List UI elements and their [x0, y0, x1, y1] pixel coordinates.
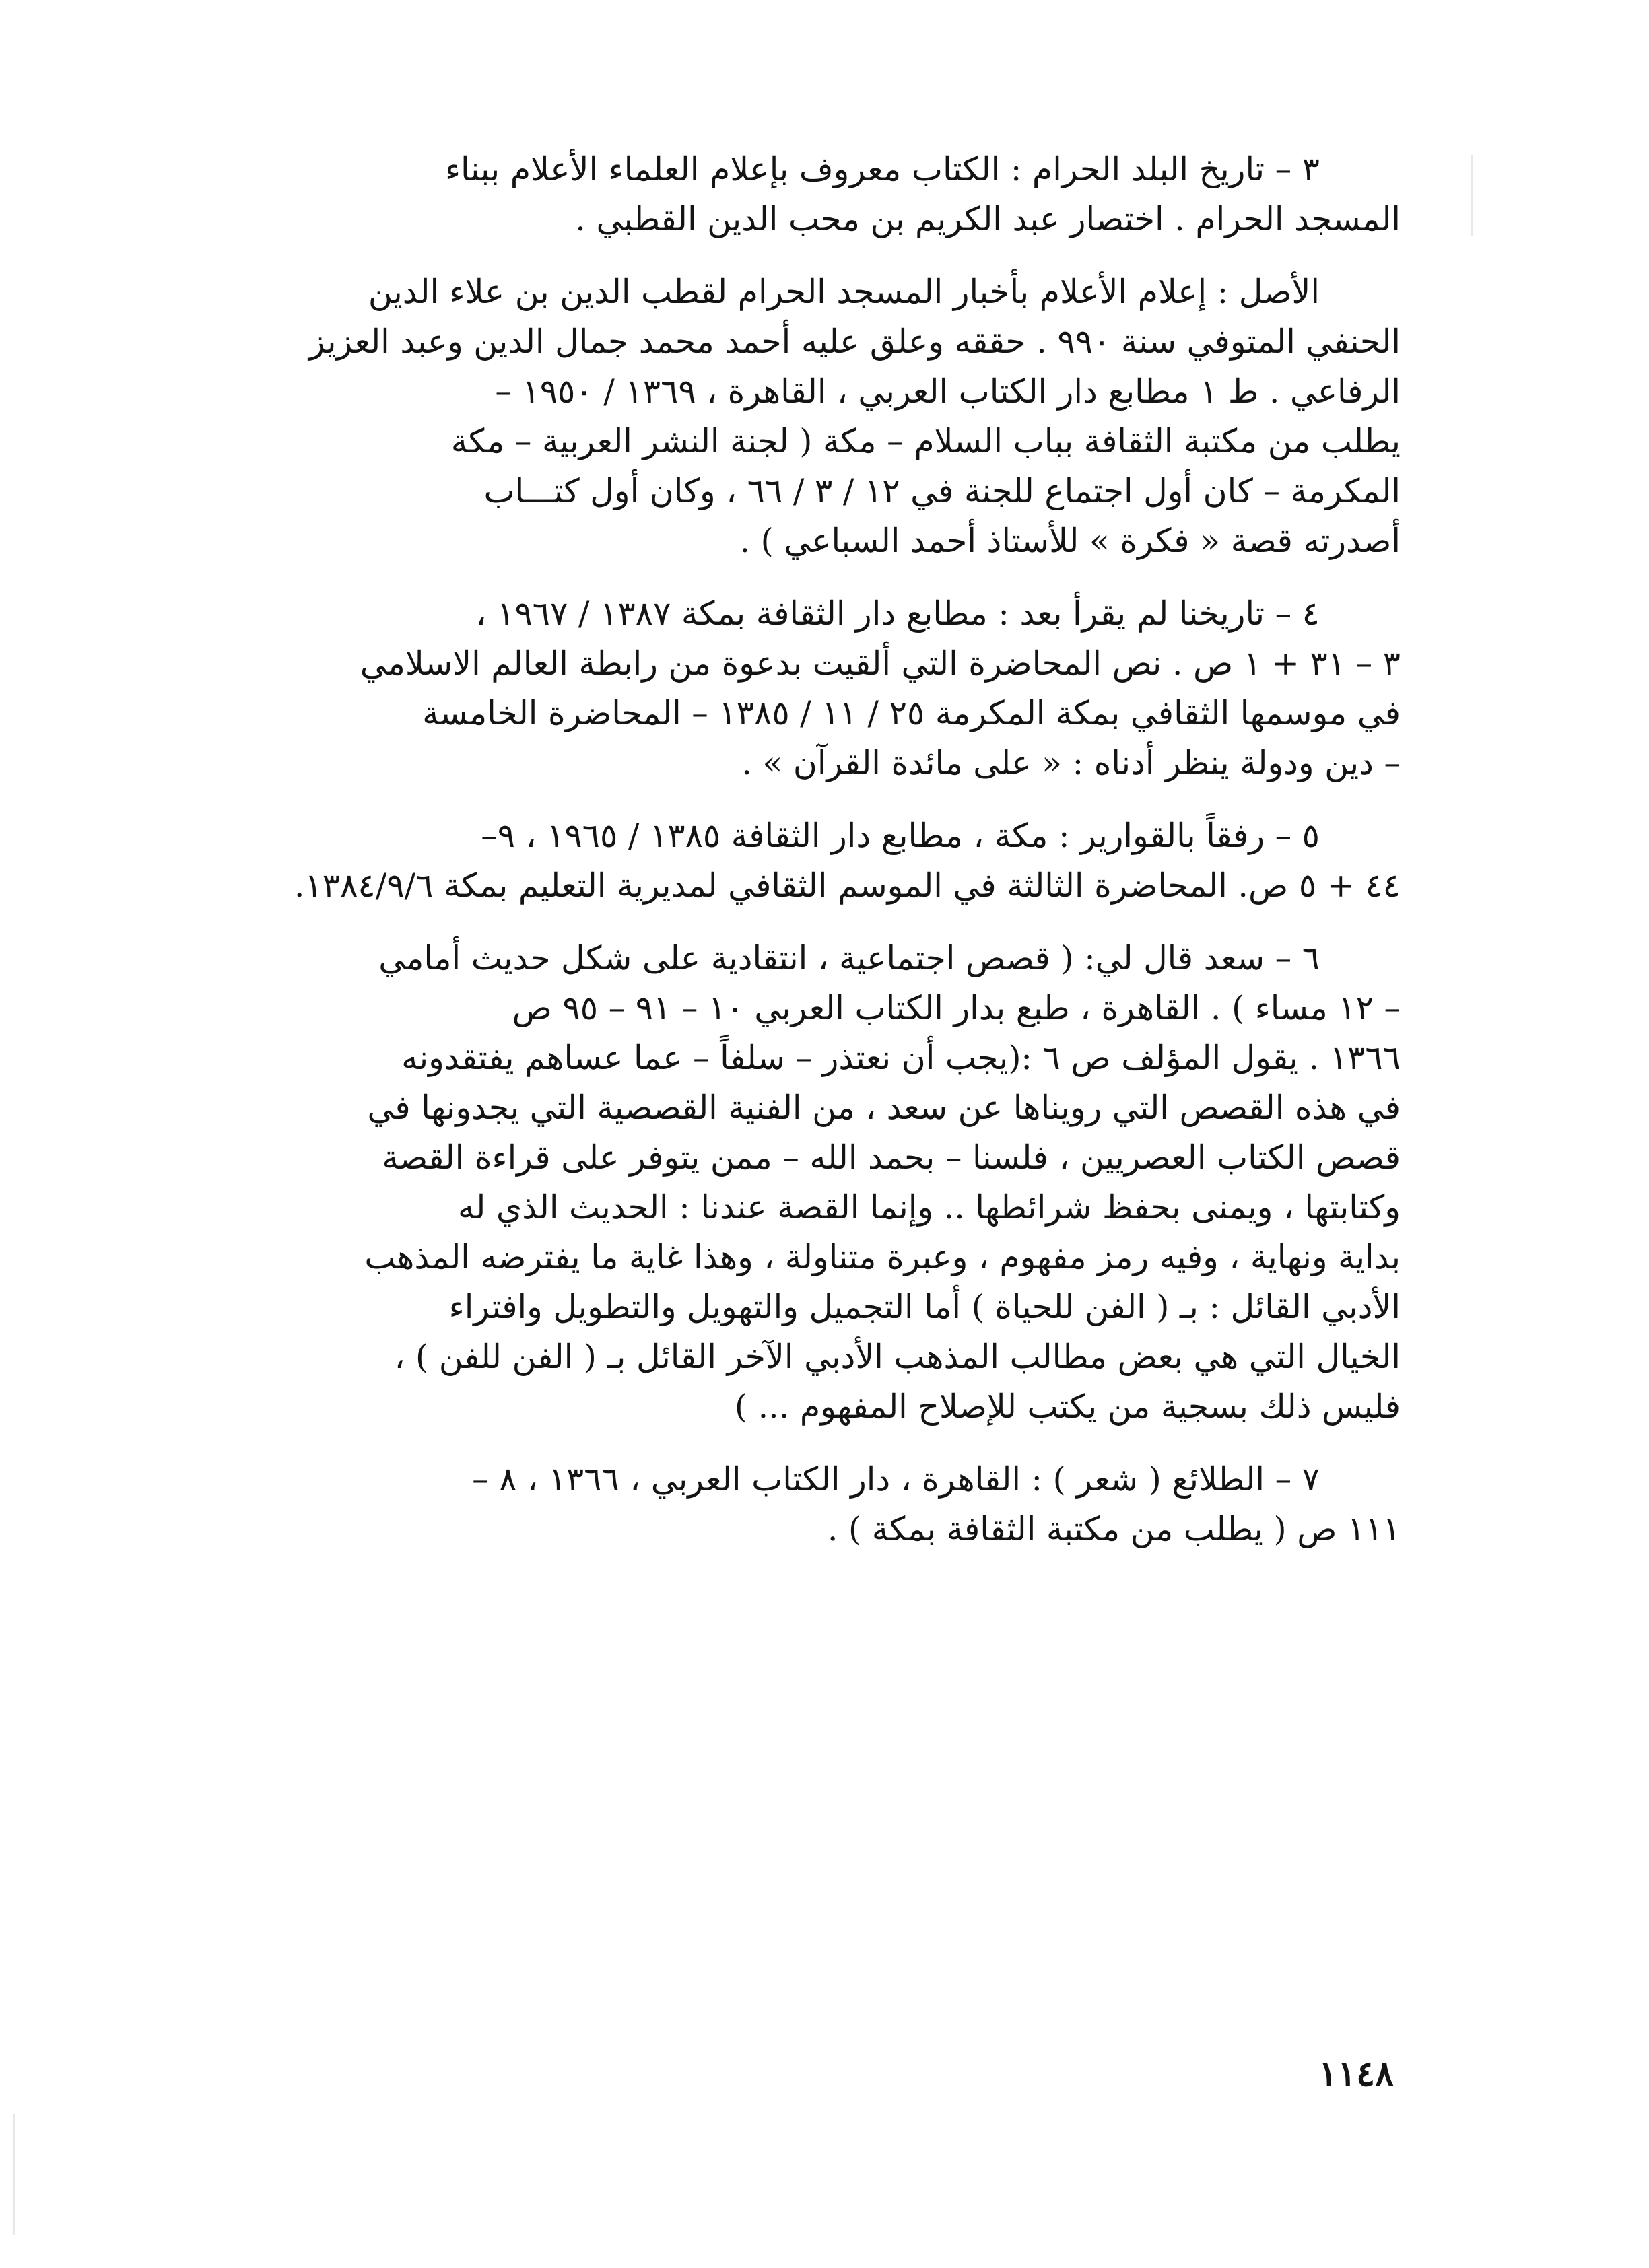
text-line: الحنفي المتوفي سنة ٩٩٠ . حققه وعلق عليه أحمد محمد جمال الدين وعبد العزيز — [308, 322, 1401, 361]
scan-artifact — [1471, 155, 1473, 236]
scan-artifact — [13, 2114, 15, 2235]
text-line: المسجد الحرام . اختصار عبد الكريم بن محب الدين القطبي . — [575, 200, 1401, 238]
text-line: – ١٢ مساء ) . القاهرة ، طبع بدار الكتاب العربي ١٠ – ٩١ – ٩٥ ص — [512, 989, 1401, 1027]
text-line: بداية ونهاية ، وفيه رمز مفهوم ، وعبرة متناولة ، وهذا غاية ما يفترضه المذهب — [364, 1238, 1401, 1276]
text-line: ١٣٦٦ . يقول المؤلف ص ٦ :(يجب أن نعتذر – سلفاً – عما عساهم يفتقدونه — [401, 1039, 1401, 1077]
text-line: ٤ – تاريخنا لم يقرأ بعد : مطابع دار الثقافة بمكة ١٣٨٧ / ١٩٦٧ ، — [475, 594, 1320, 633]
text-line: ٦ – سعد قال لي: ( قصص اجتماعية ، انتقادية على شكل حديث أمامي — [378, 939, 1320, 977]
text-line: ٧ – الطلائع ( شعر ) : القاهرة ، دار الكتاب العربي ، ١٣٦٦ ، ٨ – — [472, 1460, 1320, 1499]
text-line: في موسمها الثقافي بمكة المكرمة ٢٥ / ١١ / ١٣٨٥ – المحاضرة الخامسة — [422, 694, 1401, 732]
text-line: المكرمة – كان أول اجتماع للجنة في ١٢ / ٣ / ٦٦ ، وكان أول كتـــاب — [483, 472, 1401, 510]
text-line: ٣ – تاريخ البلد الحرام : الكتاب معروف بإعلام العلماء الأعلام ببناء — [444, 150, 1320, 188]
text-line: الأدبي القائل : بـ ( الفن للحياة ) أما التجميل والتهويل والتطويل وافتراء — [448, 1288, 1401, 1326]
text-line: الرفاعي . ط ١ مطابع دار الكتاب العربي ، القاهرة ، ١٣٦٩ / ١٩٥٠ – — [495, 372, 1401, 411]
entry-7 — [269, 1455, 1401, 1554]
entry-3 — [269, 145, 1401, 244]
body-text — [269, 145, 1401, 1554]
text-line: ٤٤ + ٥ ص. المحاضرة الثالثة في الموسم الثقافي لمديرية التعليم بمكة ١٣٨٤/٩/٦. — [294, 866, 1401, 905]
page-number: ١١٤٨ — [1318, 2053, 1394, 2094]
entry-4 — [269, 589, 1401, 788]
text-line: يطلب من مكتبة الثقافة بباب السلام – مكة ( لجنة النشر العربية – مكة — [450, 422, 1401, 460]
entry-6 — [269, 934, 1401, 1432]
text-line: ٣ – ٣١ + ١ ص . نص المحاضرة التي ألقيت بدعوة من رابطة العالم الاسلامي — [360, 644, 1401, 683]
text-line: في هذه القصص التي رويناها عن سعد ، من الفنية القصصية التي يجدونها في — [367, 1089, 1401, 1127]
text-line: وكتابتها ، ويمنى بحفظ شرائطها .. وإنما القصة عندنا : الحديث الذي له — [458, 1188, 1401, 1227]
text-line: فليس ذلك بسجية من يكتب للإصلاح المفهوم ... ) — [734, 1387, 1401, 1426]
text-line: قصص الكتاب العصريين ، فلسنا – بحمد الله – ممن يتوفر على قراءة القصة — [382, 1138, 1401, 1177]
text-line: أصدرته قصة « فكرة » للأستاذ أحمد السباعي ) . — [739, 522, 1401, 560]
entry-3-source — [269, 267, 1401, 566]
text-line: الأصل : إعلام الأعلام بأخبار المسجد الحرام لقطب الدين بن علاء الدين — [368, 273, 1320, 311]
text-line: ١١١ ص ( يطلب من مكتبة الثقافة بمكة ) . — [827, 1510, 1401, 1548]
text-line: ٥ – رفقاً بالقوارير : مكة ، مطابع دار الثقافة ١٣٨٥ / ١٩٦٥ ، ٩– — [481, 817, 1320, 855]
entry-5 — [269, 811, 1401, 911]
text-line: – دين ودولة ينظر أدناه : « على مائدة القرآن » . — [741, 744, 1401, 782]
text-line: الخيال التي هي بعض مطالب المذهب الأدبي الآخر القائل بـ ( الفن للفن ) ، — [394, 1338, 1401, 1376]
